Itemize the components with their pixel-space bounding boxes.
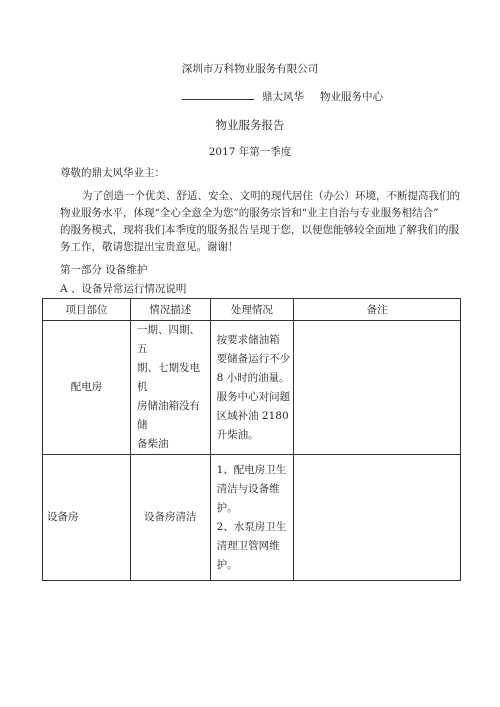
proc-line: 清理卫管网维 <box>216 539 280 552</box>
dept-cell: 设备房 <box>43 455 131 581</box>
part-heading: 第一部分 设备维护 <box>60 264 148 276</box>
proc-line: 区域补油 2180 <box>216 409 289 422</box>
table-header-row <box>43 299 461 321</box>
proc-cell <box>210 321 294 455</box>
desc-line: 房储油箱没有储 <box>137 400 201 431</box>
intro-line: 的服务模式，现将我们本季度的服务报告呈现于您，以便您能够较全面地了解我们的服 <box>60 224 459 236</box>
intro-line: 物业服务水平，体现“全心全意全为您”的服务宗旨和“业主自治与专业服务相结合” <box>60 207 439 219</box>
dept-cell: 配电房 <box>43 321 131 455</box>
note-cell <box>294 321 461 455</box>
proc-cell <box>210 455 294 581</box>
proc-line: 清洁与设备维 <box>216 482 280 495</box>
table-row <box>43 321 461 455</box>
header-cell-desc: 情况描述 <box>131 299 211 321</box>
header-cell-note: 备注 <box>294 299 461 321</box>
intro-line: 务工作，敬请您提出宝贵意见。谢谢！ <box>60 241 239 253</box>
proc-line: 护。 <box>216 558 238 571</box>
proc-line: 护。 <box>216 501 238 514</box>
report-title: 物业服务报告 <box>215 118 285 132</box>
desc-line: 一期、四期、五 <box>137 324 201 355</box>
proc-line: 服务中心对问题 <box>216 390 291 403</box>
note-cell <box>294 455 461 581</box>
proc-line: 8 小时的油量。 <box>216 371 290 384</box>
desc-cell <box>131 321 211 455</box>
table-row <box>43 455 461 581</box>
service-center-name: 物业服务中心 <box>320 91 383 103</box>
intro-line: 为了创造一个优美、舒适、安全、文明的现代居住（办公）环境，不断提高我们的 <box>82 190 460 202</box>
desc-line: 备柴油 <box>137 438 169 450</box>
desc-line: 期、七期发电机 <box>137 362 201 393</box>
proc-line: 要储备运行不少 <box>216 352 291 365</box>
header-cell-proc: 处理情况 <box>210 299 294 321</box>
company-name: 深圳市万科物业服务有限公司 <box>181 63 319 75</box>
section-heading: A 、设备异常运行情况说明 <box>60 283 187 295</box>
proc-line: 升柴油。 <box>216 428 259 441</box>
desc-cell: 设备房清洁 <box>131 455 211 581</box>
proc-line: 1、配电房卫生 <box>216 463 287 476</box>
community-name: 鼎太风华 <box>262 91 304 103</box>
proc-line: 2、水泵房卫生 <box>216 520 287 533</box>
report-quarter: 2017 年第一季度 <box>208 146 292 158</box>
equipment-table <box>42 298 461 581</box>
salutation: 尊敬的鼎太风华业主： <box>60 167 165 179</box>
header-cell-dept: 项目部位 <box>43 299 131 321</box>
service-center-line <box>182 89 383 104</box>
proc-line: 按要求储油箱 <box>216 333 280 346</box>
fill-in-blank <box>182 89 254 100</box>
intro-paragraph <box>60 188 460 256</box>
